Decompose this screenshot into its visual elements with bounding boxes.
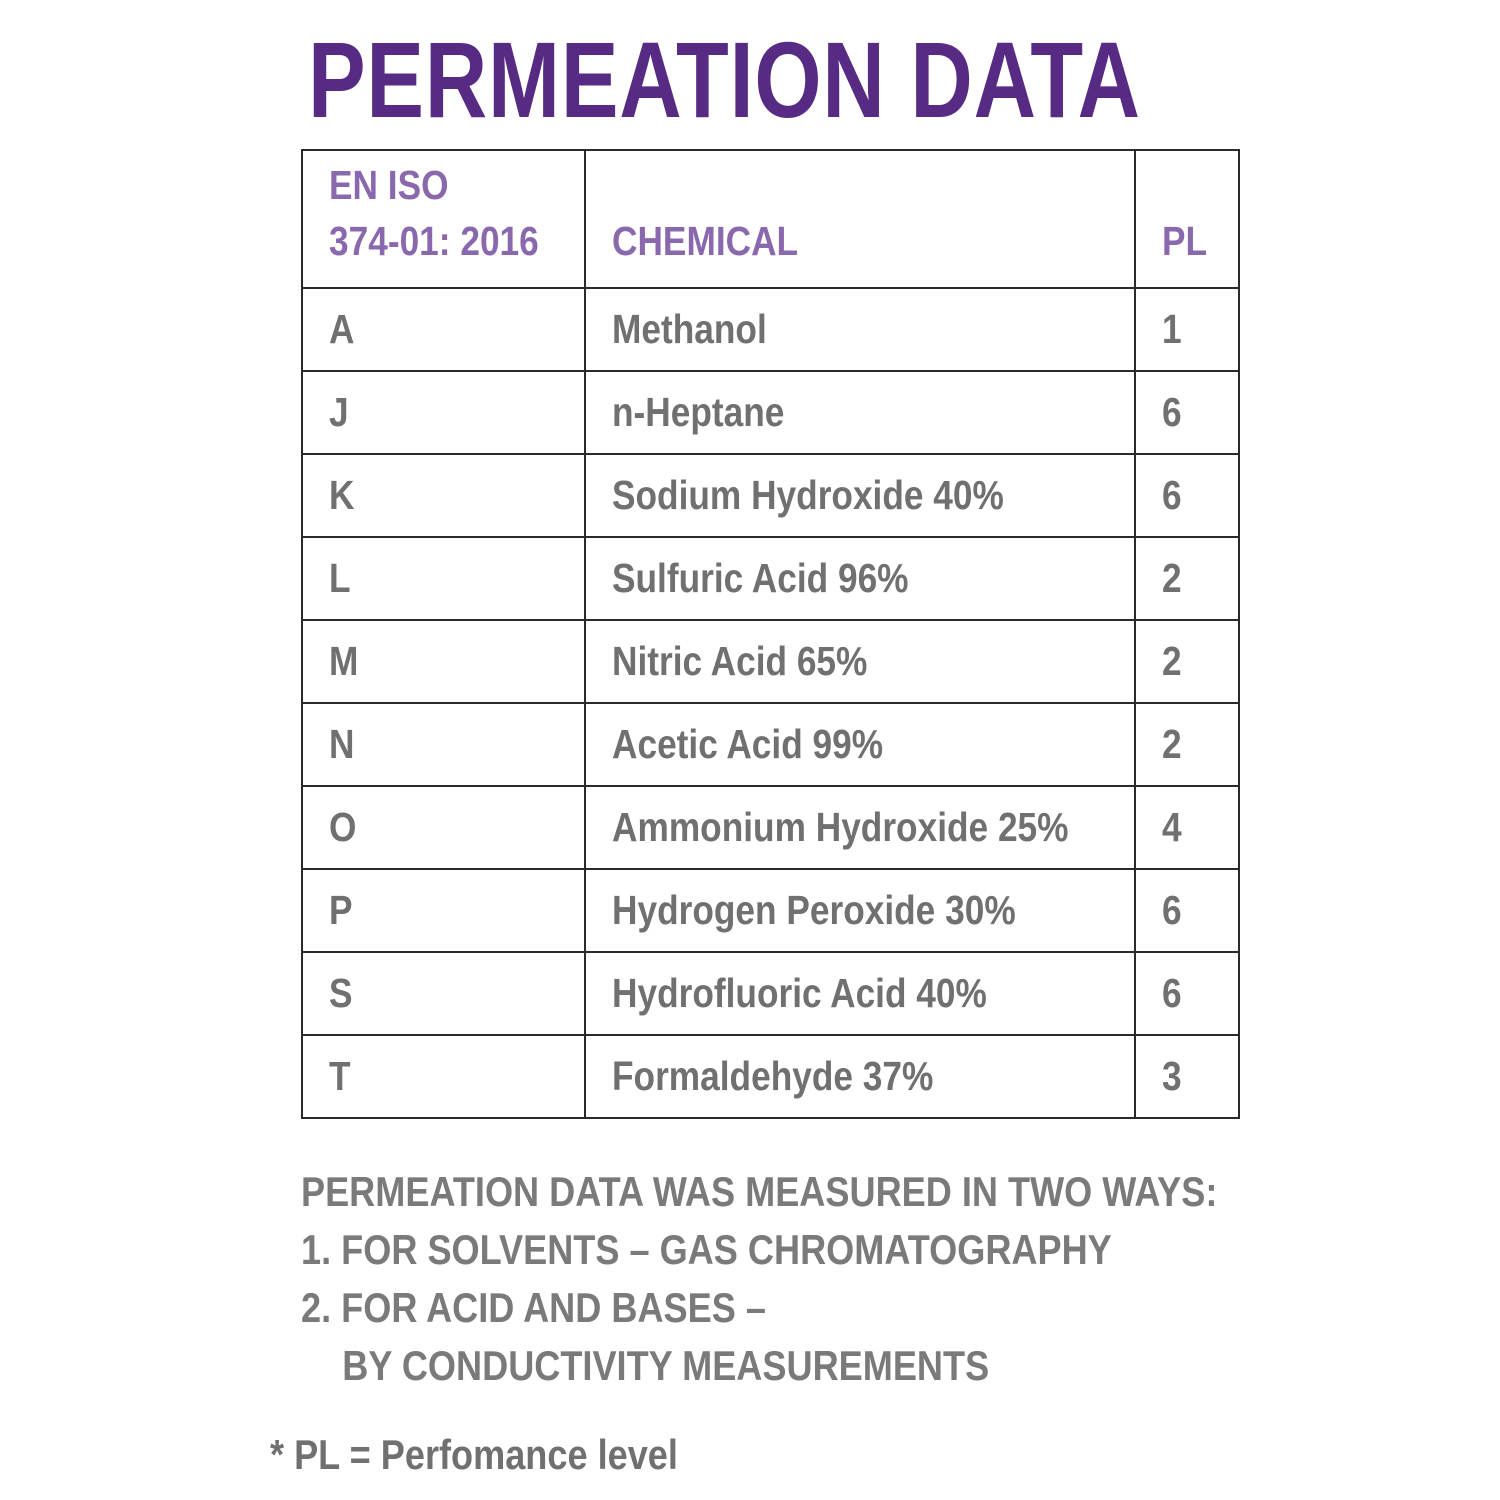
cell-pl <box>1135 703 1239 786</box>
cell-code <box>302 869 585 952</box>
cell-chemical <box>585 786 1135 869</box>
notes-item-acids-method: BY CONDUCTIVITY MEASUREMENTS <box>342 1342 990 1389</box>
cell-chemical-text: Hydrofluoric Acid 40% <box>612 969 987 1016</box>
cell-code-text: K <box>329 471 355 518</box>
cell-chemical-text: Ammonium Hydroxide 25% <box>612 803 1069 850</box>
cell-pl <box>1135 371 1239 454</box>
cell-pl-text: 2 <box>1162 554 1182 601</box>
cell-code <box>302 1035 585 1118</box>
cell-pl-text: 2 <box>1162 720 1182 767</box>
cell-code-text: A <box>329 305 355 352</box>
cell-code <box>302 454 585 537</box>
cell-pl <box>1135 786 1239 869</box>
cell-chemical-text: n-Heptane <box>612 388 785 435</box>
cell-pl <box>1135 537 1239 620</box>
header-pl <box>1135 150 1239 288</box>
header-standard-line1: EN ISO <box>329 162 449 208</box>
cell-code <box>302 288 585 371</box>
table-row <box>302 454 1239 537</box>
cell-chemical <box>585 1035 1135 1118</box>
page-title: PERMEATION DATA <box>308 19 1141 140</box>
cell-pl <box>1135 869 1239 952</box>
notes-intro: PERMEATION DATA WAS MEASURED IN TWO WAYS: <box>301 1168 1218 1215</box>
cell-pl-text: 1 <box>1162 305 1182 352</box>
cell-chemical <box>585 537 1135 620</box>
table-row <box>302 869 1239 952</box>
table-row <box>302 1035 1239 1118</box>
permeation-table <box>301 149 1240 1119</box>
cell-chemical-text: Sodium Hydroxide 40% <box>612 471 1004 518</box>
cell-pl-text: 2 <box>1162 637 1182 684</box>
cell-code <box>302 371 585 454</box>
header-pl-label: PL <box>1162 218 1208 264</box>
cell-pl-text: 4 <box>1162 803 1182 850</box>
table-row <box>302 371 1239 454</box>
cell-code-text: P <box>329 886 353 933</box>
cell-pl <box>1135 952 1239 1035</box>
header-standard-line2: 374-01: 2016 <box>329 218 539 264</box>
cell-code-text: L <box>329 554 351 601</box>
notes-item-solvents: 1. FOR SOLVENTS – GAS CHROMATOGRAPHY <box>301 1226 1112 1273</box>
table-header-row <box>302 150 1239 288</box>
cell-pl-text: 6 <box>1162 388 1182 435</box>
cell-pl <box>1135 288 1239 371</box>
table-body <box>302 288 1239 1118</box>
cell-pl-text: 6 <box>1162 886 1182 933</box>
cell-chemical <box>585 371 1135 454</box>
measurement-notes <box>301 1163 1451 1395</box>
pl-footnote: * PL = Perfomance level <box>270 1431 678 1478</box>
cell-code <box>302 786 585 869</box>
cell-code-text: S <box>329 969 353 1016</box>
cell-code-text: M <box>329 637 359 684</box>
cell-pl <box>1135 620 1239 703</box>
cell-pl <box>1135 454 1239 537</box>
cell-pl-text: 6 <box>1162 969 1182 1016</box>
notes-item-acids: 2. FOR ACID AND BASES – <box>301 1284 766 1331</box>
cell-pl-text: 3 <box>1162 1052 1182 1099</box>
cell-chemical-text: Sulfuric Acid 96% <box>612 554 909 601</box>
table-row <box>302 703 1239 786</box>
cell-code-text: T <box>329 1052 351 1099</box>
table-row <box>302 288 1239 371</box>
cell-chemical <box>585 454 1135 537</box>
cell-code-text: J <box>329 388 349 435</box>
table-row <box>302 786 1239 869</box>
cell-code <box>302 703 585 786</box>
cell-chemical <box>585 620 1135 703</box>
table-row <box>302 952 1239 1035</box>
cell-chemical-text: Formaldehyde 37% <box>612 1052 934 1099</box>
cell-code <box>302 620 585 703</box>
header-standard <box>302 150 585 288</box>
table-row <box>302 620 1239 703</box>
cell-code <box>302 952 585 1035</box>
cell-chemical <box>585 869 1135 952</box>
cell-code <box>302 537 585 620</box>
cell-chemical-text: Hydrogen Peroxide 30% <box>612 886 1016 933</box>
cell-chemical <box>585 952 1135 1035</box>
cell-chemical-text: Acetic Acid 99% <box>612 720 884 767</box>
cell-chemical <box>585 288 1135 371</box>
cell-chemical-text: Methanol <box>612 305 767 352</box>
cell-pl-text: 6 <box>1162 471 1182 518</box>
header-chemical-label: CHEMICAL <box>612 218 799 264</box>
cell-chemical <box>585 703 1135 786</box>
cell-code-text: O <box>329 803 357 850</box>
table-row <box>302 537 1239 620</box>
cell-code-text: N <box>329 720 355 767</box>
cell-chemical-text: Nitric Acid 65% <box>612 637 868 684</box>
cell-pl <box>1135 1035 1239 1118</box>
header-chemical <box>585 150 1135 288</box>
